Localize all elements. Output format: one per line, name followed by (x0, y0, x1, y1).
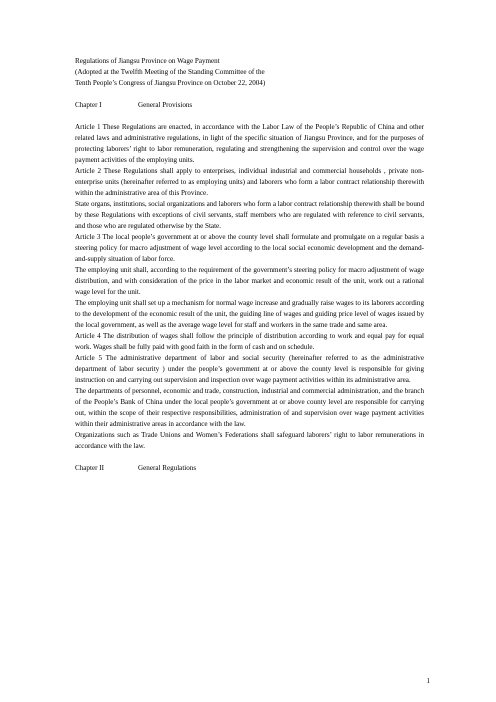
spacer (75, 89, 424, 100)
document-title: Regulations of Jiangsu Province on Wage Payment (75, 57, 220, 65)
paragraph-article-4: Article 4 The distribution of wages shall follow the principle of distribution according to work and equal pay for equal work. Wages shall be fully paid with good faith in the form of cash and on schedule. (75, 332, 424, 351)
paragraph-article-5-cont-2: Organizations such as Trade Unions and Women’s Federations shall safeguard laborers’ right to labor remunerations in accordance with the law. (75, 431, 424, 450)
paragraph-article-3-cont-1: The employing unit shall, according to the requirement of the government’s steering policy for macro adjustment of wage distribution, and with consideration of the price in the labor market and economic result of the unit, work out a rational wage level for the unit. (75, 266, 424, 296)
paragraph-article-1: Article 1 These Regulations are enacted, in accordance with the Labor Law of the People’s Republic of China and other related laws and administrative regulations, in light of the specific situation of Jiangsu Province, and for the purposes of protecting laborers’ right to labor remuneration, regulating and strengthening the supervision and control over the wage payment activities of the employing units. (75, 123, 424, 164)
spacer (75, 452, 424, 463)
page-number: 1 (426, 677, 430, 685)
paragraph-article-5-cont-1: The departments of personnel, economic and trade, construction, industrial and commercial administration, and the branch of the People’s Bank of China under the local people’s government at or above county level are responsible for carrying out, within the scope of their respective responsibilities, administration of and supervision over wage payment activities within their administrative areas in accordance with the law. (75, 387, 424, 428)
adoption-note-line-1: (Adopted at the Twelfth Meeting of the Standing Committee of the (75, 68, 265, 76)
paragraph-article-3-cont-2: The employing unit shall set up a mechanism for normal wage increase and gradually raise wages to its laborers according to the development of the economic result of the unit, the guiding line of wages and guiding price level of wages issued by the local government, as well as the average wage level for staff and workers in the same trade and same area. (75, 299, 424, 329)
chapter-heading-1 (75, 100, 424, 111)
chapter-title: General Provisions (138, 101, 193, 109)
paragraph-article-5: Article 5 The administrative department of labor and social security (hereinafter referred to as the administrative department of labor security ) under the people’s government at or above the county level is responsible for giving instruction on and carrying out supervision and inspection over wage payment activities within its administrative area. (75, 354, 424, 384)
document-body (75, 56, 424, 474)
adoption-note-line-2: Tenth People’s Congress of Jiangsu Province on October 22, 2004) (75, 79, 266, 87)
chapter-title: General Regulations (138, 464, 197, 472)
paragraph-article-2-cont: State organs, institutions, social organizations and laborers who form a labor contract relationship therewith shall be bound by these Regulations with exceptions of civil servants, staff members who are regulated with reference to civil servants, and those who are regulated otherwise by the State. (75, 200, 424, 230)
chapter-number: Chapter I (75, 101, 102, 109)
spacer (75, 111, 424, 122)
paragraph-article-3: Article 3 The local people’s government at or above the county level shall formulate and promulgate on a regular basis a steering policy for macro adjustment of wage level according to the local social economic development and the demand-and-supply situation of labor force. (75, 233, 424, 263)
paragraph-article-2: Article 2 These Regulations shall apply to enterprises, individual industrial and commercial households , private non-enterprise units (hereinafter referred to as employing units) and laborers who form a labor contract relationship therewith within the administrative area of this Province. (75, 167, 424, 197)
chapter-number: Chapter II (75, 464, 104, 472)
chapter-heading-2 (75, 463, 424, 474)
